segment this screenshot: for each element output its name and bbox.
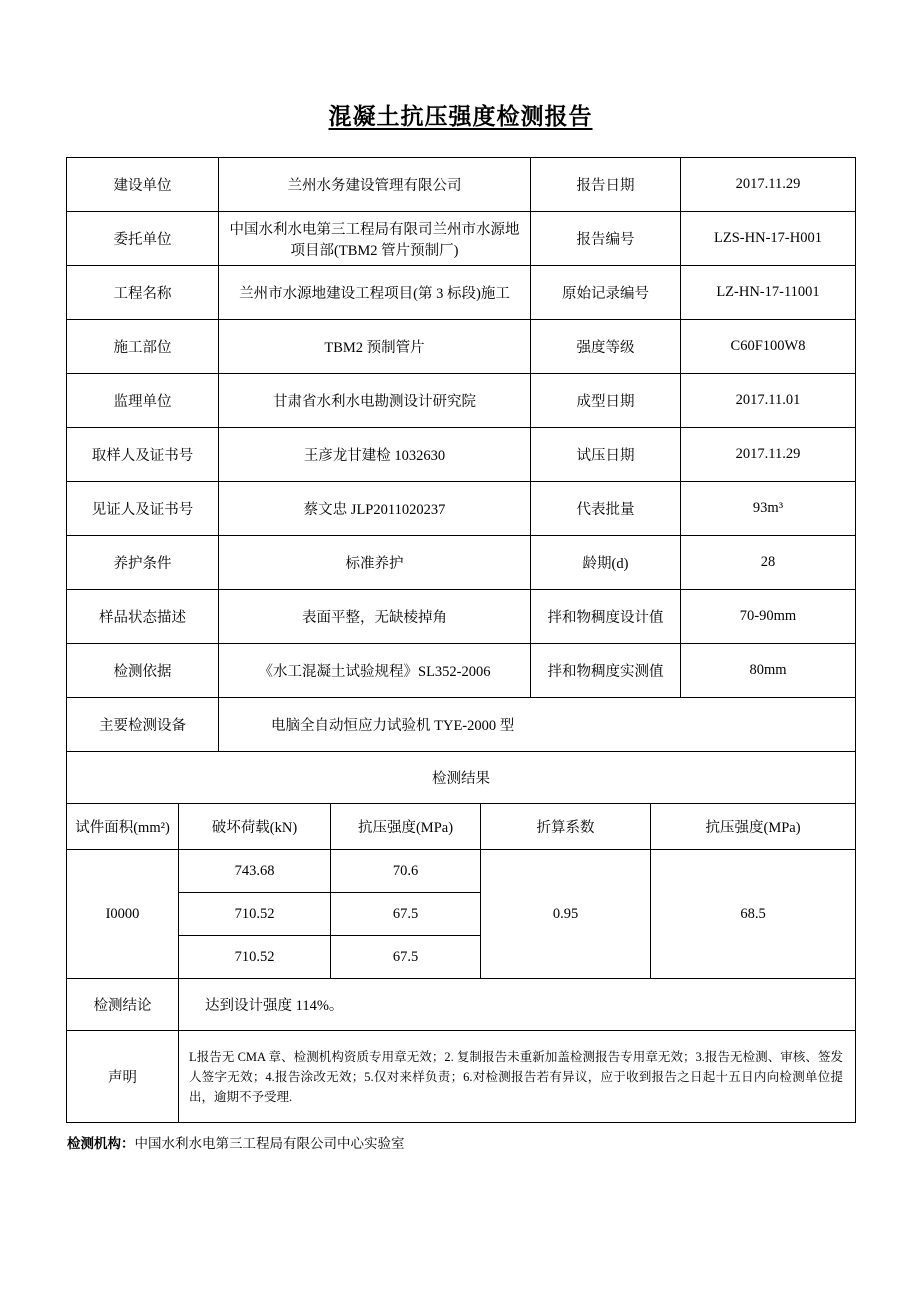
conversion-factor-value: 0.95	[481, 850, 651, 979]
field-value: 兰州水务建设管理有限公司	[219, 158, 531, 212]
field-value: C60F100W8	[681, 320, 856, 374]
field-label: 报告编号	[531, 212, 681, 266]
conclusion-label: 检测结论	[67, 979, 179, 1031]
conclusion-value: 达到设计强度 114%。	[179, 979, 856, 1031]
table-row	[67, 482, 856, 536]
field-label: 检测依据	[67, 644, 219, 698]
field-label: 取样人及证书号	[67, 428, 219, 482]
field-value: 2017.11.01	[681, 374, 856, 428]
field-label: 强度等级	[531, 320, 681, 374]
column-header: 折算系数	[481, 804, 651, 850]
field-value: 70-90mm	[681, 590, 856, 644]
field-label: 养护条件	[67, 536, 219, 590]
load-value: 710.52	[179, 893, 331, 936]
field-label: 报告日期	[531, 158, 681, 212]
equipment-label: 主要检测设备	[67, 698, 219, 752]
table-row	[67, 320, 856, 374]
specimen-area-value: I0000	[67, 850, 179, 979]
field-label: 龄期(d)	[531, 536, 681, 590]
field-label: 原始记录编号	[531, 266, 681, 320]
field-label: 试压日期	[531, 428, 681, 482]
field-value: 王彦龙甘建检 1032630	[219, 428, 531, 482]
table-row	[67, 698, 856, 752]
table-row	[67, 266, 856, 320]
column-header: 抗压强度(MPa)	[331, 804, 481, 850]
info-table	[66, 157, 856, 752]
column-header: 试件面积(mm²)	[67, 804, 179, 850]
field-value: LZ-HN-17-11001	[681, 266, 856, 320]
strength-value: 67.5	[331, 893, 481, 936]
field-label: 拌和物稠度实测值	[531, 644, 681, 698]
footer-label: 检测机构：	[67, 1136, 135, 1151]
table-row	[67, 428, 856, 482]
strength-value: 70.6	[331, 850, 481, 893]
field-value: 兰州市水源地建设工程项目(第 3 标段)施工	[219, 266, 531, 320]
equipment-value: 电脑全自动恒应力试验机 TYE-2000 型	[219, 698, 856, 752]
table-row	[67, 536, 856, 590]
field-label: 成型日期	[531, 374, 681, 428]
field-value: 蔡文忠 JLP2011020237	[219, 482, 531, 536]
field-value: 表面平整，无缺棱掉角	[219, 590, 531, 644]
field-label: 施工部位	[67, 320, 219, 374]
table-row	[67, 752, 856, 804]
field-label: 监理单位	[67, 374, 219, 428]
results-header-row	[67, 804, 856, 850]
field-label: 样品状态描述	[67, 590, 219, 644]
field-value: 甘肃省水利水电勘测设计研究院	[219, 374, 531, 428]
load-value: 743.68	[179, 850, 331, 893]
table-row	[67, 644, 856, 698]
field-label: 代表批量	[531, 482, 681, 536]
field-value: 中国水利水电第三工程局有限司兰州市水源地项目部(TBM2 管片预制厂)	[219, 212, 531, 266]
results-table	[66, 751, 856, 1123]
table-row	[67, 374, 856, 428]
field-value: TBM2 预制管片	[219, 320, 531, 374]
column-header: 抗压强度(MPa)	[651, 804, 856, 850]
load-value: 710.52	[179, 936, 331, 979]
field-value: 《水工混凝土试验规程》SL352-2006	[219, 644, 531, 698]
field-label: 见证人及证书号	[67, 482, 219, 536]
field-value: 80mm	[681, 644, 856, 698]
field-value: 93m³	[681, 482, 856, 536]
result-row	[67, 850, 856, 893]
statement-row	[67, 1031, 856, 1123]
field-label: 建设单位	[67, 158, 219, 212]
table-row	[67, 590, 856, 644]
field-value: 2017.11.29	[681, 158, 856, 212]
field-label: 委托单位	[67, 212, 219, 266]
field-value: LZS-HN-17-H001	[681, 212, 856, 266]
column-header: 破坏荷载(kN)	[179, 804, 331, 850]
footer-value: 中国水利水电第三工程局有限公司中心实验室	[134, 1136, 405, 1151]
converted-strength-value: 68.5	[651, 850, 856, 979]
field-value: 28	[681, 536, 856, 590]
results-section-title: 检测结果	[67, 752, 856, 804]
conclusion-row	[67, 979, 856, 1031]
footer	[66, 1132, 855, 1152]
statement-value: L报告无 CMA 章、检测机构资质专用章无效；2. 复制报告未重新加盖检测报告专用章无效；3.报告无检测、审核、签发人签字无效；4.报告涂改无效；5.仅对来样负责；6.对检测报告若有异议，应于收到报告之日起十五日内向检测单位提出，逾期不予受理.	[179, 1031, 856, 1123]
strength-value: 67.5	[331, 936, 481, 979]
table-row	[67, 158, 856, 212]
table-row	[67, 212, 856, 266]
field-label: 拌和物稠度设计值	[531, 590, 681, 644]
statement-label: 声明	[67, 1031, 179, 1123]
field-value: 2017.11.29	[681, 428, 856, 482]
page-title: 混凝土抗压强度检测报告	[328, 104, 593, 129]
field-value: 标准养护	[219, 536, 531, 590]
field-label: 工程名称	[67, 266, 219, 320]
